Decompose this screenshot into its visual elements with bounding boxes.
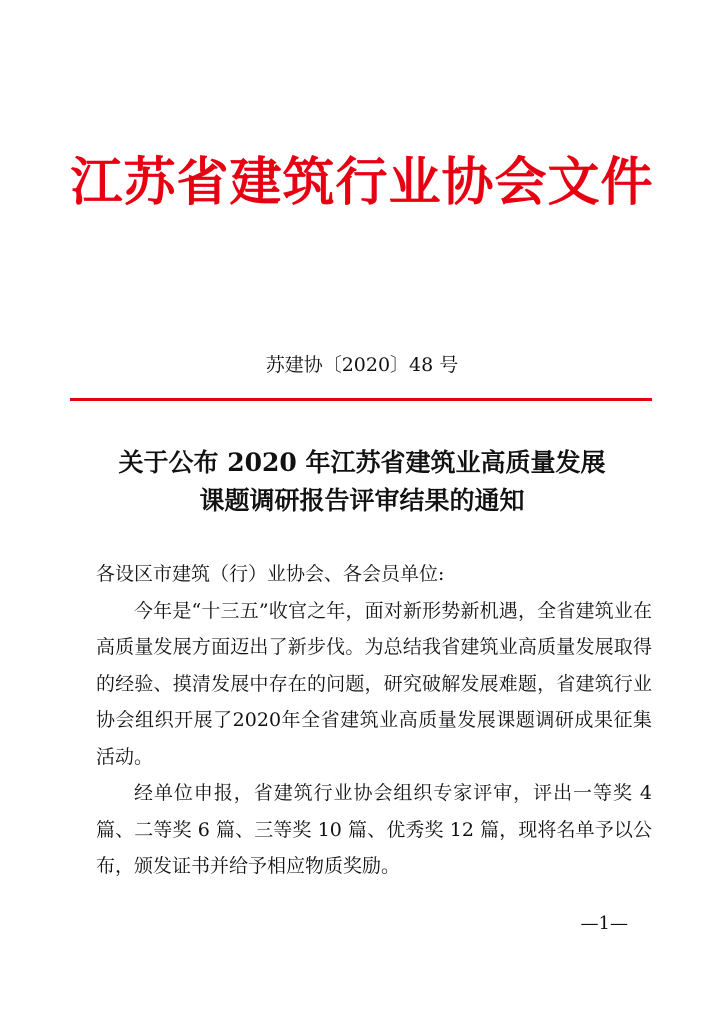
body-paragraph-2: 经单位申报，省建筑行业协会组织专家评审，评出一等奖 4 篇、二等奖 6 篇、三等奖 10 篇、优秀奖 12 篇，现将名单予以公布，颁发证书并给予相应物质奖励。 [96,782,652,877]
salutation: 各设区市建筑（行）业协会、各会员单位: [96,563,445,585]
body-paragraph-1: 今年是“十三五”收官之年，面对新形势新机遇，全省建筑业在高质量发展方面迈出了新步伐。为总结我省建筑业高质量发展取得的经验、摸清发展中存在的问题，研究破解发展难题，省建筑行业协会组织开展了2020年全省建筑业高质量发展课题调研成果征集活动。 [96,599,652,768]
document-number: 苏建协〔2020〕48 号 [265,354,459,376]
masthead-title: 江苏省建筑行业协会文件 [70,153,654,213]
page-number: —1— [580,913,628,934]
notice-title-line-2: 课题调研报告评审结果的通知 [199,486,525,515]
red-divider-line [70,398,652,401]
notice-title [0,444,724,520]
notice-title-line-1: 关于公布 2020 年江苏省建筑业高质量发展 [118,448,606,477]
notice-body [96,556,652,885]
